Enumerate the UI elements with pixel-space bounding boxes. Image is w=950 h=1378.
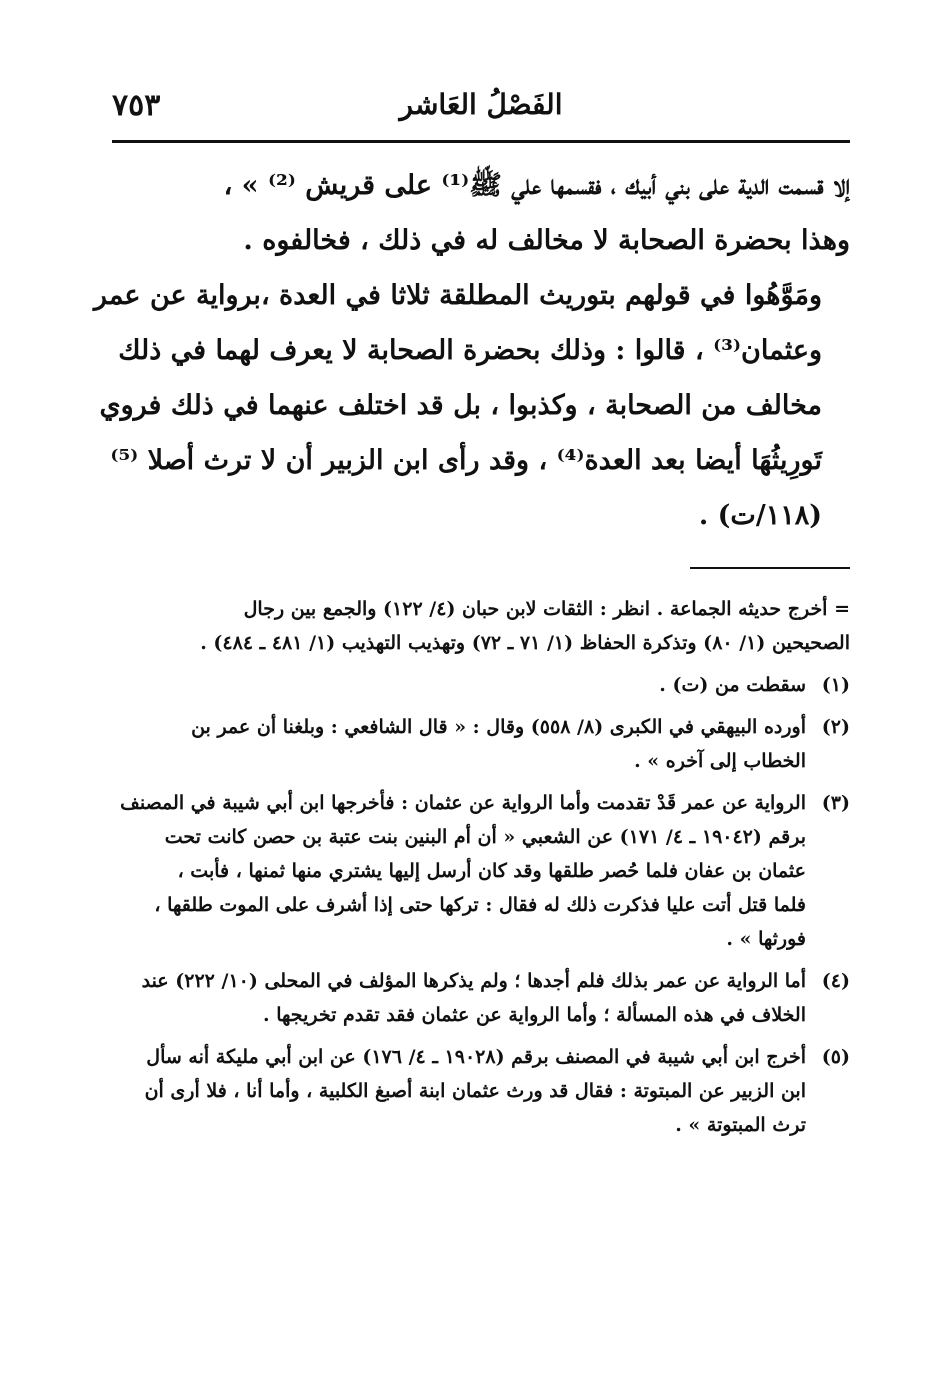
text-line: وعثمان⁽³⁾ ، قالوا : وذلك بحضرة الصحابة لا يعرف لهما في ذلك — [118, 335, 822, 366]
main-text — [93, 158, 850, 543]
footnote-1 — [108, 668, 850, 702]
footnote-line: أخرج ابن أبي شيبة في المصنف برقم (١٩٠٢٨ ـ ٤/ ١٧٦) عن ابن أبي مليكة أنه سأل — [146, 1046, 806, 1068]
page-header — [112, 86, 850, 136]
header-rule — [112, 140, 850, 143]
footnote-line: ابن الزبير عن المبتوتة : فقال قد ورث عثمان ابنة أصبغ الكلبية ، وأما أنا ، فلا أرى أن — [144, 1080, 806, 1102]
footnote-number: (٤) — [821, 970, 850, 992]
footnote-4 — [108, 964, 850, 1032]
footnote-line: الخلاف في هذه المسألة ؛ وأما الرواية عن عثمان فقد تقدم تخريجها . — [263, 1004, 806, 1026]
footnote-2 — [108, 710, 850, 778]
footnote-line: ترث المبتوتة » . — [675, 1114, 806, 1136]
running-title: الفَصْلُ العَاشر — [399, 88, 563, 121]
footnote-line: سقطت من (ت) . — [659, 674, 806, 696]
footnote-line: الرواية عن عمر قَدْ تقدمت وأما الرواية عن عثمان : فأخرجها ابن أبي شيبة في المصنف — [120, 792, 806, 814]
footnote-line: الخطاب إلى آخره » . — [634, 750, 806, 772]
text-line: مخالف من الصحابة ، وكذبوا ، بل قد اختلف عنهما في ذلك فروي — [99, 390, 822, 421]
footnote-number: (٣) — [821, 792, 850, 814]
paragraph — [93, 268, 850, 543]
text-line: ومَوَّهُوا في قولهم بتوريث المطلقة ثلاثا في العدة ،برواية عن عمر — [93, 280, 822, 311]
footnote-line: برقم (١٩٠٤٢ ـ ٤/ ١٧١) عن الشعبي « أن أم البنين بنت عتبة بن حصن كانت تحت — [164, 826, 806, 848]
footnote-number: (٢) — [821, 716, 850, 738]
footnote-line: أما الرواية عن عمر بذلك فلم أجدها ؛ ولم يذكرها المؤلف في المحلى (١٠/ ٢٢٢) عند — [141, 970, 806, 992]
footnote-continued — [108, 592, 850, 660]
footnote-line: فلما قتل أتت عليا فذكرت ذلك له فقال : تركها حتى إذا أشرف على الموت طلقها ، — [154, 894, 806, 916]
footnote-line: أورده البيهقي في الكبرى (٨/ ٥٥٨) وقال : « قال الشافعي : وبلغنا أن عمر بن — [191, 716, 806, 738]
text-line: وهذا بحضرة الصحابة لا مخالف له في ذلك ، فخالفوه . — [243, 225, 850, 256]
footnotes — [108, 592, 850, 1150]
footnote-line: عثمان بن عفان فلما حُصر طلقها وقد كان أرسل إليها يشتري منها ثمنها ، فأبت ، — [177, 860, 806, 882]
footnote-5 — [108, 1040, 850, 1142]
page-number: ٧٥٣ — [112, 88, 161, 123]
text-line: تَورِيثُهَا أيضا بعد العدة⁽⁴⁾ ، وقد رأى ابن الزبير أن لا ترث أصلا ⁽⁵⁾ — [110, 445, 822, 476]
footnote-number: (٥) — [821, 1046, 850, 1068]
text-line: إلا قسمت الدية على بني أبيك ، فقسمها علي ﷺ⁽¹⁾ على قريش ⁽²⁾ » ، — [223, 170, 850, 201]
footnote-number: (١) — [821, 674, 850, 696]
footnote-separator — [690, 567, 850, 569]
paragraph — [112, 158, 850, 268]
footnote-3 — [108, 786, 850, 956]
footnote-line: = أخرج حديثه الجماعة . انظر : الثقات لابن حبان (٤/ ١٢٢) والجمع بين رجال — [243, 598, 850, 620]
footnote-line: فورثها » . — [726, 928, 806, 950]
text-line: (١١٨/ت) . — [698, 500, 822, 531]
footnote-line: الصحيحين (١/ ٨٠) وتذكرة الحفاظ (١/ ٧١ ـ ٧٢) وتهذيب التهذيب (١/ ٤٨١ ـ ٤٨٤) . — [200, 632, 850, 654]
